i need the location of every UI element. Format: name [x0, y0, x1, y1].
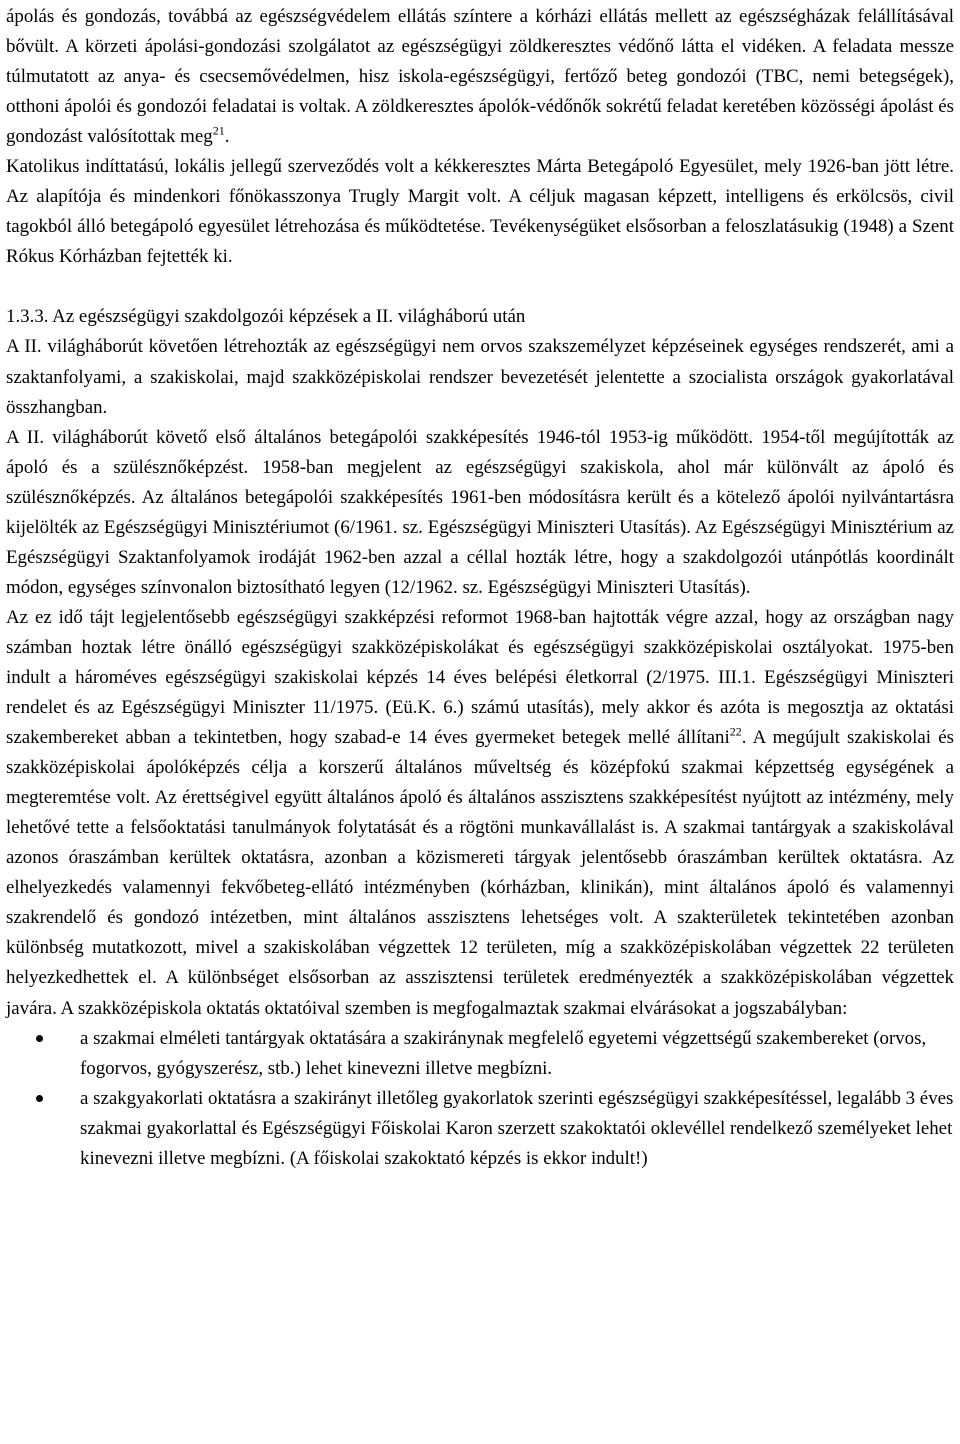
bullet-icon [36, 1095, 43, 1102]
paragraph-postwar-system: A II. világháborút követően létrehozták az egészségügyi nem orvos szakszemélyzet képzéseinek egységes rendszerét, ami a szaktanfolyami, a szakiskolai, majd szakközépiskolai rendszer bevezetését jelentette a szocialista országok gyakorlatával összhangban. [6, 336, 954, 418]
list-item [6, 1084, 954, 1174]
list-item [6, 1024, 954, 1084]
list-item-text: a szakmai elméleti tantárgyak oktatására a szakiránynak megfelelő egyetemi végzettségű szakembereket (orvos, fogorvos, gyógyszerész, stb.) lehet kinevezni illetve megbízni. [80, 1027, 927, 1079]
paragraph-intro-end: . [224, 126, 230, 148]
section-heading: 1.3.3. Az egészségügyi szakdolgozói képzések a II. világháború után [6, 306, 526, 328]
paragraph-1968-reform-continued: . A megújult szakiskolai és szakközépiskolai ápolóképzés célja a korszerű általános műveltség és középfokú szakmai képzettség egységének a megteremtése volt. Az érettségivel együtt általános ápoló és általános asszisztens szakképesítést nyújtott az intézmény, mely lehetővé tette a felsőoktatási tanulmányok folytatását és a rögtöni munkavállalást is. A szakmai tantárgyak a szakiskolával azonos óraszámban kerültek oktatásra, azonban a közismereti tárgyak jelentősebb óraszámban kerültek oktatásra. Az elhelyezkedés valamennyi fekvőbeteg-ellátó intézményben (kórházban, klinikán), mint általános ápoló és valamennyi szakrendelő és gondozó intézetben, mint általános asszisztens lehetséges volt. A szakterületek tekintetében azonban különbség mutatkozott, mivel a szakiskolában végzettek 12 területen, míg a szakközépiskolában végzettek 22 területen helyezkedhettek el. A különbséget elsősorban az asszisztensi területek eredményezték a szakközépiskolában végzettek javára. A szakközépiskola oktatás oktatóival szemben is megfogalmaztak szakmai elvárásokat a jogszabályban: [6, 727, 954, 1019]
requirements-list [6, 1024, 954, 1174]
paragraph-marta-egyesulet: Katolikus indíttatású, lokális jellegű szerveződés volt a kékkeresztes Márta Betegápoló Egyesület, mely 1926-ban jött létre. Az alapítója és mindenkori főnökasszonya Trugly Margit volt. A céljuk magasan képzett, intelligens és erkölcsös, civil tagokból álló betegápoló egyesület létrehozása és működtetése. Tevékenységüket elsősorban a feloszlatásukig (1948) a Szent Rókus Kórházban fejtették ki. [6, 156, 954, 268]
bullet-icon [36, 1035, 43, 1042]
paragraph-intro [6, 2, 954, 152]
paragraph-1968-reform-text: Az ez idő tájt legjelentősebb egészségügyi szakképzési reformot 1968-ban hajtották végre azzal, hogy az országban nagy számban hoztak létre önálló egészségügyi szakközépiskolákat és egészségügyi szakközépiskolai osztályokat. 1975-ben indult a hároméves egészségügyi szakiskolai képzés 14 éves belépési életkorral (2/1975. III.1. Egészségügyi Miniszteri rendelet és az Egészségügyi Miniszter 11/1975. (Eü.K. 6.) számú utasítás), mely akkor és azóta is megosztja az oktatási szakembereket abban a tekintetben, hogy szabad-e 14 éves gyermeket betegek mellé állítani [6, 606, 954, 749]
document-page [6, 2, 954, 1174]
paragraph-intro-text: ápolás és gondozás, továbbá az egészségvédelem ellátás színtere a kórházi ellátás mellett az egészségházak felállításával bővült. A körzeti ápolási-gondozási szolgálatot az egészségügyi zöldkeresztes védőnő látta el vidéken. A feladata messze túlmutatott az anya- és csecsemővédelmen, hisz iskola-egészségügyi, fertőző beteg gondozói (TBC, nemi betegségek), otthoni ápolói és gondozói feladatai is voltak. A zöldkeresztes ápolók-védőnők sokrétű feladat keretében közösségi ápolást és gondozást valósítottak meg [6, 6, 954, 148]
list-item-text: a szakgyakorlati oktatásra a szakirányt illetőleg gyakorlatok szerinti egészségügyi szakképesítéssel, legalább 3 éves szakmai gyakorlattal és Egészségügyi Főiskolai Karon szerzett szakoktatói oklevéllel rendelkező személyeket lehet kinevezni illetve megbízni. (A főiskolai szakoktató képzés is ekkor indult!) [80, 1087, 954, 1169]
footnote-ref-21[interactable]: 21 [212, 123, 225, 138]
blank-line [6, 272, 954, 302]
paragraph-1968-reform [6, 603, 954, 1024]
paragraph-betegapoloi-kepzes: A II. világháborút követő első általános betegápolói szakképesítés 1946-tól 1953-ig működött. 1954-től megújították az ápoló és a szülésznőképzést. 1958-ban megjelent az egészségügyi szakiskola, ahol már különvált az ápoló és szülésznőképzés. Az általános betegápolói szakképesítés 1961-ben módosításra került és a kötelező ápolói nyilvántartásra kijelölték az Egészségügyi Minisztériumot (6/1961. sz. Egészségügyi Miniszteri Utasítás). Az Egészségügyi Minisztérium az Egészségügyi Szaktanfolyamok irodáját 1962-ben azzal a céllal hozták létre, hogy a szakdolgozói utánpótlás koordinált módon, egységes színvonalon biztosítható legyen (12/1962. sz. Egészségügyi Miniszteri Utasítás). [6, 426, 954, 598]
footnote-ref-22[interactable]: 22 [729, 724, 742, 739]
